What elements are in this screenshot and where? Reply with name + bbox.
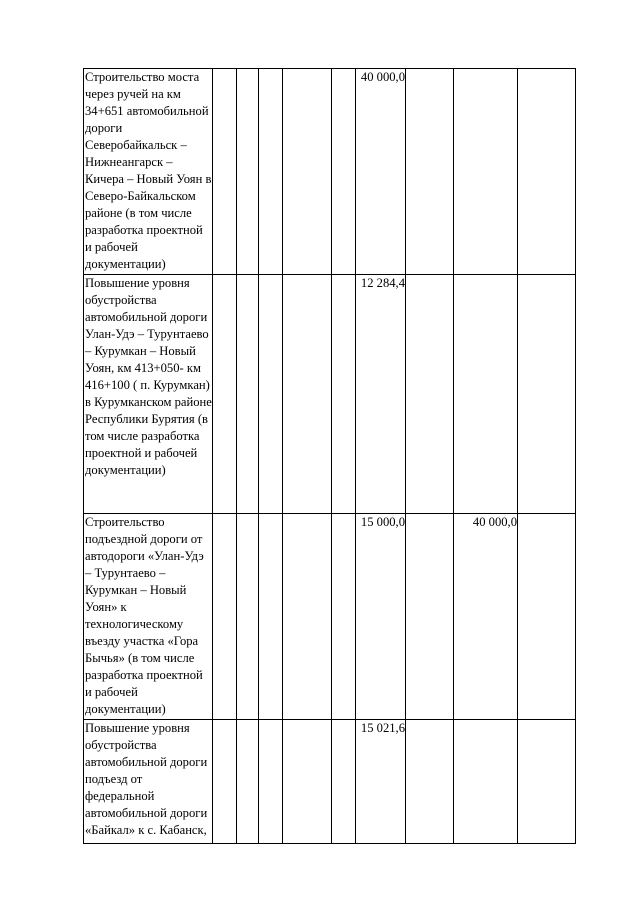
table-row: [84, 275, 576, 514]
empty-cell: [332, 69, 356, 275]
table-row: [84, 69, 576, 275]
empty-cell: [259, 720, 283, 844]
empty-cell: [518, 275, 576, 514]
empty-cell: [454, 720, 518, 844]
empty-cell: [454, 275, 518, 514]
project-description: Строительство подъездной дороги от автодороги «Улан-Удэ – Турунтаево – Курумкан – Новый Уоян» к технологическому въезду участка «Гора Бычья» (в том числе разработка проектной и рабочей документации): [84, 514, 213, 720]
empty-cell: [283, 69, 332, 275]
table-row: [84, 514, 576, 720]
empty-cell: [213, 275, 237, 514]
empty-cell: [283, 514, 332, 720]
empty-cell: [283, 720, 332, 844]
table-row: [84, 720, 576, 844]
empty-cell: [454, 69, 518, 275]
project-description: Повышение уровня обустройства автомобильной дороги подъезд от федеральной автомобильной дороги «Байкал» к с. Кабанск,: [84, 720, 213, 844]
empty-cell: [237, 514, 259, 720]
project-description: Строительство моста через ручей на км 34+651 автомобильной дороги Северобайкальск – Нижнеангарск – Кичера – Новый Уоян в Северо-Байкальском районе (в том числе разработка проектной и рабочей документации): [84, 69, 213, 275]
empty-cell: [332, 514, 356, 720]
budget-table: [83, 68, 576, 844]
amount-cell: 40 000,0: [356, 69, 406, 275]
empty-cell: [406, 514, 454, 720]
empty-cell: [283, 275, 332, 514]
empty-cell: [259, 69, 283, 275]
amount-cell: 15 021,6: [356, 720, 406, 844]
empty-cell: [237, 69, 259, 275]
amount-cell: [406, 275, 454, 514]
empty-cell: [237, 720, 259, 844]
empty-cell: [213, 720, 237, 844]
empty-cell: [213, 69, 237, 275]
empty-cell: [213, 514, 237, 720]
empty-cell: [332, 275, 356, 514]
empty-cell: [259, 275, 283, 514]
empty-cell: [518, 514, 576, 720]
empty-cell: [259, 514, 283, 720]
amount-cell: 15 000,0: [356, 514, 406, 720]
amount-cell: [406, 720, 454, 844]
project-description: Повышение уровня обустройства автомобильной дороги Улан-Удэ – Турунтаево – Курумкан – Новый Уоян, км 413+050- км 416+100 ( п. Курумкан) в Курумканском районе Республики Бурятия (в том числе разработка проектной и рабочей документации): [84, 275, 213, 514]
amount-cell: [406, 69, 454, 275]
empty-cell: [332, 720, 356, 844]
empty-cell: [518, 720, 576, 844]
amount-cell: 40 000,0: [454, 514, 518, 720]
amount-cell: 12 284,4: [356, 275, 406, 514]
empty-cell: [518, 69, 576, 275]
empty-cell: [237, 275, 259, 514]
